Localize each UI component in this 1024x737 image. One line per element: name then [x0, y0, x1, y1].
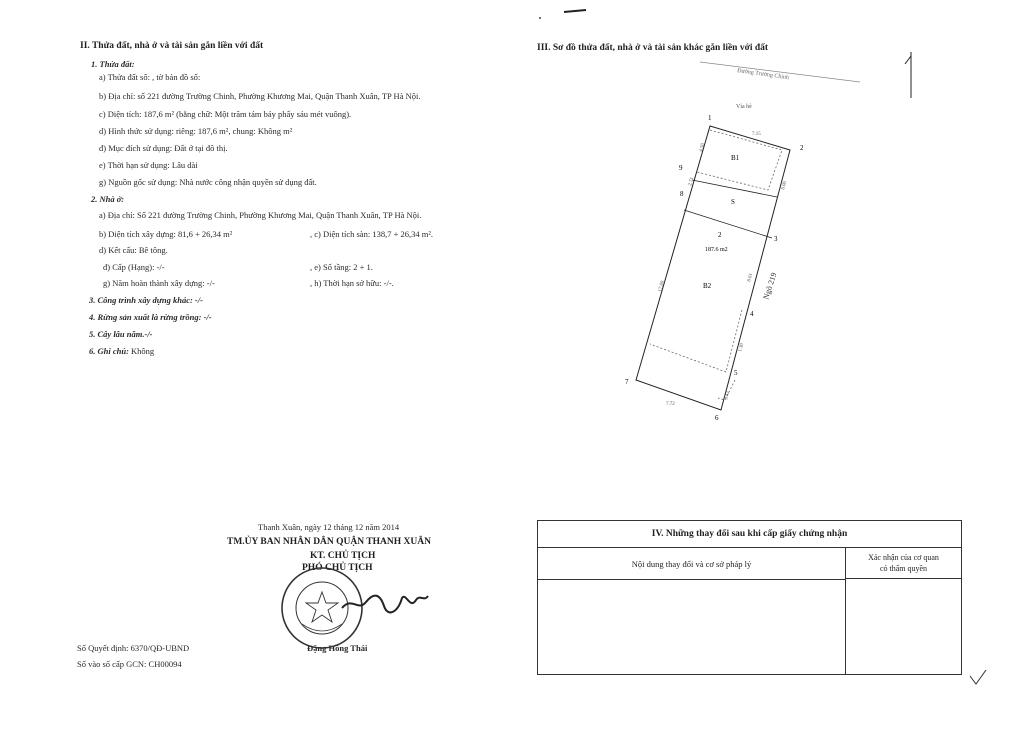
- changes-table-divider: [845, 579, 846, 674]
- other-construction: 3. Công trình xây dựng khác: -/-: [89, 295, 203, 305]
- area-label: 187.6 m2: [705, 247, 728, 253]
- scan-mark-top: [520, 6, 640, 26]
- sidewalk-label: Vỉa hè: [736, 104, 752, 110]
- section-iii-title: III. Sơ đồ thửa đất, nhà ở và tài sản khác gắn liền với đất: [537, 43, 769, 53]
- land-usage-form: d) Hình thức sử dụng: riêng: 187,6 m², chung: Không m²: [99, 126, 293, 136]
- vertex-label-9: 9: [679, 164, 683, 172]
- street-label: Đường Trường Chinh: [736, 68, 790, 82]
- vertex-label-8: 8: [680, 190, 684, 198]
- building-b1-outline: [697, 130, 782, 190]
- dim-1-9: 4.50: [699, 142, 707, 153]
- dim-6-7: 7.72: [666, 402, 675, 407]
- house-address: a) Địa chỉ: Số 221 đường Trường Chinh, Phường Khương Mai, Quận Thanh Xuân, TP Hà Nội.: [99, 210, 422, 220]
- place-date: Thanh Xuân, ngày 12 tháng 12 năm 2014: [258, 522, 400, 532]
- changes-table: [537, 520, 962, 675]
- building-b2-outline: [650, 310, 742, 372]
- dim-5-6: 3.42: [724, 390, 732, 401]
- signer-role-1: KT. CHỦ TỊCH: [310, 551, 376, 561]
- check-mark-icon: [968, 668, 988, 688]
- land-address: b) Địa chỉ: số 221 đường Trường Chinh, Phường Khương Mai, Quận Thanh Xuân, TP Hà Nội.: [99, 91, 421, 101]
- vertex-label-inner-2: 2: [718, 231, 722, 239]
- house-ownership-term: , h) Thời hạn sở hữu: -/-.: [310, 278, 394, 288]
- planted-forest: 4. Rừng sản xuất là rừng trồng: -/-: [89, 312, 212, 322]
- land-purpose: đ) Mục đích sử dụng: Đất ở tại đô thị.: [99, 143, 228, 153]
- signer-name: Đặng Hồng Thái: [307, 643, 368, 653]
- house-heading: 2. Nhà ở:: [91, 194, 125, 204]
- vertex-label-5: 5: [734, 369, 738, 377]
- land-origin: g) Nguồn gốc sử dụng: Nhà nước công nhận quyền sử dụng đất.: [99, 177, 317, 187]
- north-arrow-icon: [905, 52, 911, 98]
- land-heading: 1. Thửa đất:: [91, 59, 135, 69]
- alley-label: Ngõ 219: [761, 271, 779, 301]
- division-line-1: [692, 180, 777, 197]
- vertex-label-6: 6: [715, 414, 719, 422]
- vertex-label-1: 1: [708, 114, 712, 122]
- land-area: c) Diện tích: 187,6 m² (bằng chữ: Một trăm tám bảy phẩy sáu mét vuông).: [99, 109, 352, 119]
- issuing-authority: TM.ỦY BAN NHÂN DÂN QUẬN THANH XUÂN: [227, 537, 431, 547]
- handwritten-signature: [340, 588, 430, 618]
- changes-col-confirmation: [846, 548, 961, 579]
- house-grade: đ) Cấp (Hạng): -/-: [103, 262, 165, 272]
- house-build-area: b) Diện tích xây dựng: 81,6 + 26,34 m²: [99, 229, 233, 239]
- dim-3-4: 8.61: [747, 272, 755, 283]
- land-term: e) Thời hạn sử dụng: Lâu dài: [99, 160, 198, 170]
- dim-2-3: 8.06: [781, 180, 789, 191]
- dim-4-5: 1.30: [738, 342, 746, 353]
- house-floors: , e) Số tầng: 2 + 1.: [310, 262, 373, 272]
- vertex-label-3: 3: [774, 235, 778, 243]
- changes-col-content: Nội dung thay đổi và cơ sở pháp lý: [538, 548, 846, 580]
- vertex-label-2: 2: [800, 144, 804, 152]
- house-structure: d) Kết cấu: Bê tông.: [99, 245, 168, 255]
- perennial-trees: 5. Cây lâu năm.-/-: [89, 329, 153, 339]
- vertex-label-4: 4: [750, 310, 754, 318]
- land-plot-diagram: [600, 50, 940, 450]
- zone-b1-label: B1: [731, 154, 740, 162]
- house-floor-area: , c) Diện tích sàn: 138,7 + 26,34 m².: [310, 229, 434, 239]
- note: [89, 346, 154, 356]
- gcn-register-number: Số vào sổ cấp GCN: CH00094: [77, 659, 182, 669]
- zone-b2-label: B2: [703, 282, 712, 290]
- dim-8-7: 17.89: [658, 280, 666, 293]
- dim-1-2: 7.15: [752, 132, 761, 137]
- section-ii-title: II. Thửa đất, nhà ở và tài sản gắn liền với đất: [80, 41, 264, 51]
- note-value: Không: [131, 346, 155, 356]
- changes-table-title: IV. Những thay đổi sau khi cấp giấy chứng nhận: [538, 521, 961, 548]
- zone-s-label: S: [731, 198, 735, 206]
- land-parcel-number: a) Thửa đất số: , tờ bản đồ số:: [99, 72, 201, 82]
- house-completion-year: g) Năm hoàn thành xây dựng: -/-: [103, 278, 215, 288]
- signer-role-2: PHÓ CHỦ TỊCH: [302, 563, 373, 573]
- dim-9-8: 2.71: [688, 176, 696, 187]
- vertex-label-7: 7: [625, 378, 629, 386]
- division-line-2: [684, 210, 772, 238]
- decision-number: Số Quyết định: 6370/QĐ-UBND: [77, 643, 190, 653]
- changes-col-confirmation-line2: có thẩm quyền: [879, 564, 928, 573]
- changes-col-confirmation-line1: Xác nhận của cơ quan: [868, 553, 939, 562]
- note-label: 6. Ghi chú:: [89, 346, 129, 356]
